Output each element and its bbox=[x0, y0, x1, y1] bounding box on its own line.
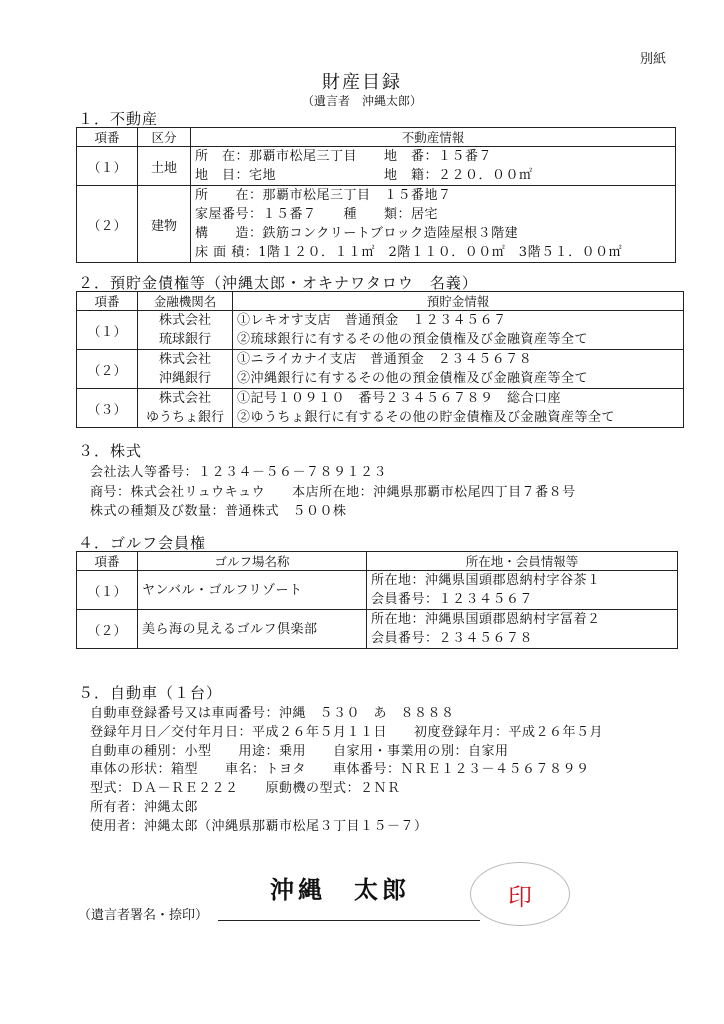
info-line: 所在地：沖縄県国頭郡恩納村字冨着２ bbox=[371, 612, 601, 627]
col-header-info: 所在地・会員情報等 bbox=[367, 552, 678, 571]
row-info bbox=[367, 571, 678, 610]
row-info bbox=[233, 350, 684, 389]
info-line: 所在地：沖縄県国頭郡恩納村字谷茶１ bbox=[371, 573, 601, 588]
car-line: 型式：ＤＡ－ＲＥ２２２ 原動機の型式：２ＮＲ bbox=[90, 781, 401, 796]
row-info bbox=[191, 147, 676, 186]
info-line: 会員番号：２３４５６７８ bbox=[371, 631, 534, 646]
row-info bbox=[233, 311, 684, 350]
deposits-table bbox=[76, 291, 684, 428]
row-no: （２） bbox=[77, 186, 138, 263]
car-line: 登録年月日／交付年月日：平成２６年５月１１日 初度登録年月：平成２６年５月 bbox=[90, 725, 604, 740]
row-name: 美ら海の見えるゴルフ倶楽部 bbox=[138, 610, 367, 649]
info-line: 所 在：那覇市松尾三丁目 地 番：１５番７ bbox=[195, 149, 493, 164]
table-header-row bbox=[77, 552, 678, 571]
table-header-row bbox=[77, 128, 676, 147]
info-line: 地 目：宅地 地 籍：２２０．００㎡ bbox=[195, 168, 533, 183]
bank-line: 琉球銀行 bbox=[158, 332, 211, 347]
real-estate-table bbox=[76, 127, 676, 263]
car-line: 自動車登録番号又は車両番号：沖縄 ５３０ あ ８８８８ bbox=[90, 706, 455, 721]
row-name: ヤンバル・ゴルフリゾート bbox=[138, 571, 367, 610]
row-bank bbox=[138, 350, 233, 389]
section-heading-deposits: ２．預貯金債権等（沖縄太郎・オキナワタロウ 名義） bbox=[78, 274, 478, 292]
bank-line: 株式会社 bbox=[158, 352, 211, 367]
section-heading-golf: ４．ゴルフ会員権 bbox=[78, 534, 207, 552]
info-line: 会員番号：１２３４５６７ bbox=[371, 592, 534, 607]
info-line: 所 在：那覇市松尾三丁目 １５番地７ bbox=[195, 188, 452, 203]
info-line: ②沖縄銀行に有するその他の預金債権及び金融資産等全て bbox=[237, 371, 589, 386]
table-row bbox=[77, 147, 676, 186]
table-row bbox=[77, 186, 676, 263]
info-line: ②琉球銀行に有するその他の預金債権及び金融資産等全て bbox=[237, 332, 589, 347]
table-row bbox=[77, 389, 684, 428]
car-line: 所有者：沖縄太郎 bbox=[90, 800, 199, 815]
bank-line: ゆうちょ銀行 bbox=[145, 410, 224, 425]
seal-stamp bbox=[470, 862, 570, 926]
bank-line: 株式会社 bbox=[158, 391, 211, 406]
row-bank bbox=[138, 389, 233, 428]
col-header-name: ゴルフ場名称 bbox=[138, 552, 367, 571]
signature-name: 沖縄 太郎 bbox=[270, 875, 410, 904]
car-line: 使用者：沖縄太郎（沖縄県那覇市松尾３丁目１５－７） bbox=[90, 819, 428, 834]
row-kind: 建物 bbox=[138, 186, 191, 263]
table-row bbox=[77, 571, 678, 610]
info-line: ①ニライカナイ支店 普通預金 ２３４５６７８ bbox=[237, 352, 533, 367]
row-no: （２） bbox=[77, 350, 138, 389]
row-bank bbox=[138, 311, 233, 350]
table-row bbox=[77, 610, 678, 649]
row-info bbox=[191, 186, 676, 263]
row-no: （１） bbox=[77, 571, 138, 610]
col-header-bank: 金融機関名 bbox=[138, 292, 233, 311]
stock-line: 株式の種類及び数量：普通株式 ５００株 bbox=[90, 504, 347, 519]
col-header-kind: 区分 bbox=[138, 128, 191, 147]
col-header-no: 項番 bbox=[77, 552, 138, 571]
bank-line: 沖縄銀行 bbox=[158, 371, 211, 386]
signature-label: （遺言者署名・捺印） bbox=[78, 908, 209, 923]
row-no: （２） bbox=[77, 610, 138, 649]
bank-line: 株式会社 bbox=[158, 313, 211, 328]
table-row bbox=[77, 311, 684, 350]
info-line: ②ゆうちょ銀行に有するその他の貯金債権及び金融資産等全て bbox=[237, 410, 616, 425]
page-title: 財産目録 bbox=[322, 72, 402, 93]
page-subtitle: （遺言者 沖縄太郎） bbox=[301, 94, 422, 108]
col-header-no: 項番 bbox=[77, 128, 138, 147]
row-info bbox=[367, 610, 678, 649]
section-heading-stocks: ３．株式 bbox=[78, 442, 143, 460]
signature-line bbox=[218, 920, 480, 921]
info-line: 家屋番号：１５番７ 種 類：居宅 bbox=[195, 207, 439, 222]
golf-table bbox=[76, 551, 678, 649]
table-row bbox=[77, 350, 684, 389]
info-line: ①レキオす支店 普通預金 １２３４５６７ bbox=[237, 313, 507, 328]
col-header-info: 不動産情報 bbox=[191, 128, 676, 147]
annex-label: 別紙 bbox=[640, 52, 667, 67]
info-line: ①記号１０９１０ 番号２３４５６７８９ 総合口座 bbox=[237, 391, 562, 406]
car-line: 車体の形状：箱型 車名：トヨタ 車体番号：ＮＲＥ１２３－４５６７８９９ bbox=[90, 762, 590, 777]
row-no: （１） bbox=[77, 311, 138, 350]
car-line: 自動車の種別：小型 用途：乗用 自家用・事業用の別：自家用 bbox=[90, 744, 509, 759]
table-header-row bbox=[77, 292, 684, 311]
info-line: 構 造：鉄筋コンクリートブロック造陸屋根３階建 bbox=[195, 226, 519, 241]
row-no: （３） bbox=[77, 389, 138, 428]
stock-line: 商号：株式会社リュウキュウ 本店所在地：沖縄県那覇市松尾四丁目７番８号 bbox=[90, 485, 576, 500]
section-heading-car: ５．自動車（１台） bbox=[78, 684, 223, 702]
col-header-no: 項番 bbox=[77, 292, 138, 311]
col-header-info: 預貯金情報 bbox=[233, 292, 684, 311]
section-heading-real-estate: １．不動産 bbox=[78, 110, 159, 128]
stock-line: 会社法人等番号：１２３４－５６－７８９１２３ bbox=[90, 465, 388, 480]
info-line: 床 面 積：1階１２０．１１㎡ 2階１１０．００㎡ 3階５１．００㎡ bbox=[195, 245, 623, 260]
row-info bbox=[233, 389, 684, 428]
seal-text: 印 bbox=[508, 882, 532, 911]
row-kind: 土地 bbox=[138, 147, 191, 186]
row-no: （１） bbox=[77, 147, 138, 186]
